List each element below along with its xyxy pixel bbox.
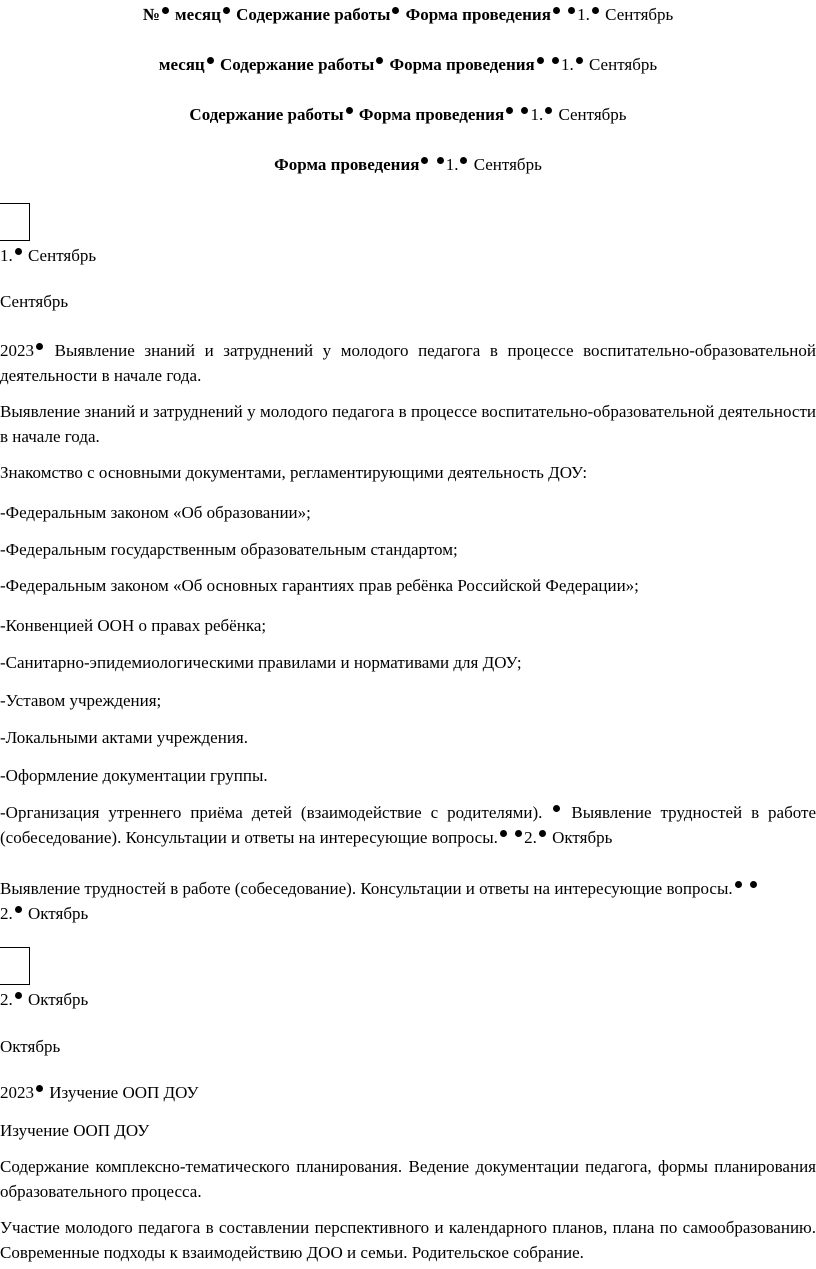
bullet-icon	[592, 7, 599, 14]
planning-paragraph: Содержание комплексно-тематического планирования. Ведение документации педагога, формы планирования образовательного процесса.	[0, 1157, 816, 1201]
header-item: 1.	[445, 155, 459, 174]
item-month: Октябрь	[28, 990, 89, 1009]
header-item: 1.	[530, 105, 544, 124]
header-item: 1.	[577, 5, 590, 24]
bullet-icon	[506, 107, 513, 114]
bullet-icon	[539, 830, 546, 837]
header-sept: Сентябрь	[589, 55, 658, 74]
header-content: Содержание работы	[189, 105, 344, 124]
bullet-icon	[223, 7, 230, 14]
bullet-icon	[568, 7, 575, 14]
header-sept: Сентябрь	[558, 105, 627, 124]
participation-paragraph: Участие молодого педагога в составлении перспективного и календарного планов, плана по самообразованию. Современные подходы к взаимодействию ДОО и семьи. Родительское собрание.	[0, 1218, 816, 1262]
header-sept: Сентябрь	[473, 155, 542, 174]
month-label: Октябрь	[0, 1037, 61, 1056]
paragraph-text: Выявление знаний и затруднений у молодого педагога в процессе воспитательно-образовательной деятельности в начале года.	[0, 341, 816, 385]
header-line-3	[0, 104, 816, 126]
bullet-icon	[553, 7, 560, 14]
bullet-icon	[500, 830, 507, 837]
item-month: Октябрь	[28, 904, 89, 923]
list-item: -Уставом учреждения;	[0, 691, 162, 710]
year-label: 2023	[0, 1083, 34, 1102]
bullet-icon	[545, 107, 552, 114]
item-number: 2.	[0, 990, 13, 1009]
bullet-icon	[735, 881, 742, 888]
header-line-4	[0, 154, 816, 176]
header-item: 1.	[561, 55, 574, 74]
item-heading-2	[0, 989, 816, 1011]
repeat-paragraph	[0, 876, 770, 926]
list-item: -Федеральным законом «Об основных гарантиях прав ребёнка Российской Федерации»;	[0, 576, 639, 595]
bullet-icon	[36, 343, 43, 350]
list-item: -Оформление документации группы.	[0, 766, 268, 785]
bullet-icon	[521, 107, 528, 114]
paragraph-text: -Организация утреннего приёма детей (взаимодействие с родителями).	[0, 803, 543, 822]
topic-repeat: Изучение ООП ДОУ	[0, 1121, 150, 1140]
header-sept: Сентябрь	[605, 5, 674, 24]
item-heading-1	[0, 245, 816, 267]
header-month: месяц	[158, 55, 205, 74]
header-month: месяц	[175, 5, 221, 24]
header-form: Форма проведения	[274, 155, 420, 174]
bullet-icon	[15, 248, 22, 255]
bullet-icon	[750, 881, 757, 888]
header-number: №	[142, 5, 160, 24]
bullet-icon	[376, 57, 383, 64]
bullet-icon	[553, 805, 560, 812]
paragraph-year-1	[0, 338, 816, 388]
bullet-icon	[437, 157, 444, 164]
bullet-icon	[15, 992, 22, 999]
topic-line	[0, 1082, 816, 1104]
list-item: -Федеральным законом «Об образовании»;	[0, 503, 311, 522]
bullet-icon	[576, 57, 583, 64]
header-line-2	[0, 54, 816, 76]
bullet-icon	[162, 7, 169, 14]
list-item: -Конвенцией ООН о правах ребёнка;	[0, 616, 267, 635]
documents-intro: Знакомство с основными документами, регламентирующими деятельность ДОУ:	[0, 463, 588, 482]
bullet-icon	[346, 107, 353, 114]
bullet-icon	[207, 57, 214, 64]
paragraph-2: Выявление знаний и затруднений у молодого педагога в процессе воспитательно-образовательной деятельности в начале года.	[0, 402, 816, 446]
organization-paragraph	[0, 800, 816, 850]
item-month: Октябрь	[552, 828, 613, 847]
list-item: -Санитарно-эпидемиологическими правилами и нормативами для ДОУ;	[0, 653, 522, 672]
list-item: -Локальными актами учреждения.	[0, 728, 248, 747]
list-item: -Федеральным государственным образовательным стандартом;	[0, 540, 458, 559]
year-label: 2023	[0, 341, 34, 360]
header-content: Содержание работы	[219, 55, 375, 74]
paragraph-text: Выявление трудностей в работе (собеседование). Консультации и ответы на интересующие вопросы.	[0, 879, 733, 898]
table-cell-border	[0, 203, 30, 241]
bullet-icon	[537, 57, 544, 64]
header-line-1	[0, 4, 816, 26]
item-month: Сентябрь	[28, 246, 97, 265]
bullet-icon	[15, 906, 22, 913]
header-form: Форма проведения	[405, 5, 551, 24]
bullet-icon	[36, 1085, 43, 1092]
bullet-icon	[552, 57, 559, 64]
item-number: 2.	[0, 904, 13, 923]
bullet-icon	[515, 830, 522, 837]
table-cell-border	[0, 947, 30, 985]
bullet-icon	[421, 157, 428, 164]
header-form: Форма проведения	[389, 55, 535, 74]
bullet-icon	[392, 7, 399, 14]
month-label: Сентябрь	[0, 292, 69, 311]
header-content: Содержание работы	[236, 5, 391, 24]
header-form: Форма проведения	[358, 105, 505, 124]
bullet-icon	[460, 157, 467, 164]
topic-text: Изучение ООП ДОУ	[49, 1083, 199, 1102]
item-number: 2.	[524, 828, 537, 847]
item-number: 1.	[0, 246, 13, 265]
paragraph-text: Выявление трудностей в работе (собеседование). Консультации и ответы на интересующие вопросы.	[0, 803, 816, 847]
